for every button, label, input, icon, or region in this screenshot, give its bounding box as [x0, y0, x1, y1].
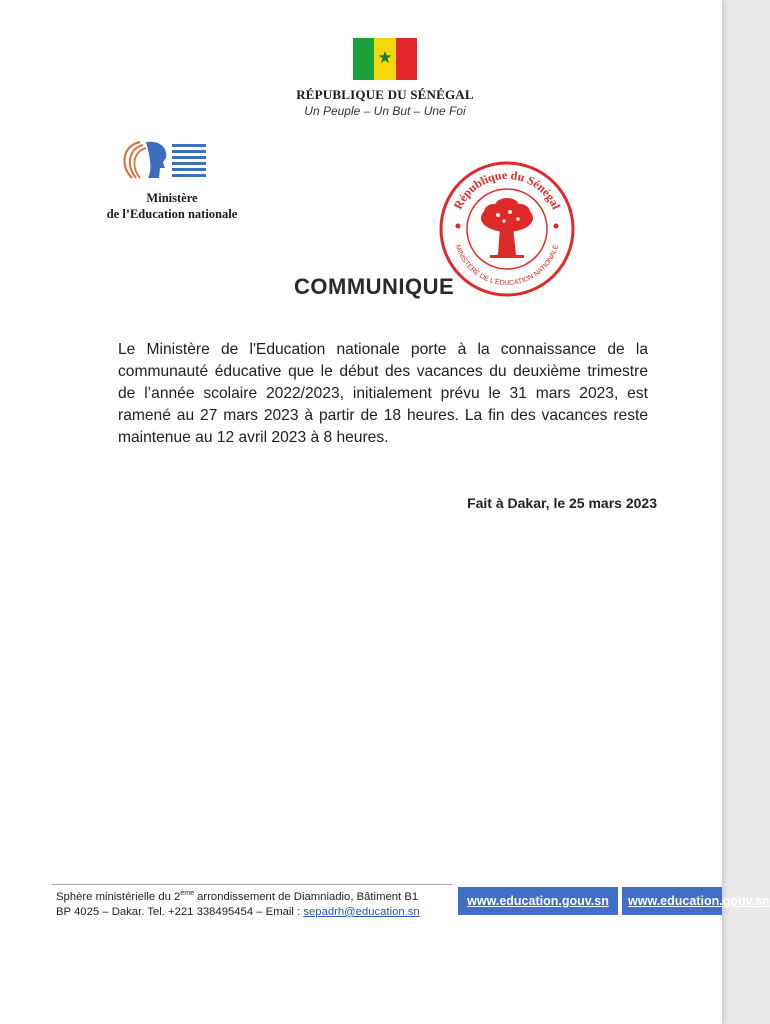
ministry-line-2: de l’Education nationale [106, 207, 238, 221]
footer-address-line-1 [56, 886, 420, 905]
address-part-2: arrondissement de Diamniadio, Bâtiment B1 [193, 890, 419, 903]
signoff-date: Fait à Dakar, le 25 mars 2023 [467, 495, 657, 511]
footer-divider [52, 884, 452, 885]
stamp-bottom-text: MINISTÈRE DE L'ÉDUCATION NATIONALE [453, 243, 561, 288]
address-superscript: ème [180, 890, 194, 897]
senegal-flag-icon [353, 38, 417, 80]
footer-email-link[interactable]: sepadrh@education.sn [303, 905, 420, 918]
website-link-2[interactable]: www.education.gouv.sn [622, 887, 722, 915]
ministry-name [72, 190, 272, 222]
footer-address-line-2 [56, 905, 420, 920]
footer-contact: BP 4025 – Dakar. Tel. +221 338495454 – Email : [56, 905, 304, 918]
address-part-1: Sphère ministérielle du 2 [56, 890, 181, 903]
republic-title: RÉPUBLIQUE DU SÉNÉGAL [296, 87, 474, 102]
official-stamp-icon [438, 160, 576, 298]
ministry-line-1: Ministère [146, 191, 198, 205]
national-motto: Un Peuple – Un But – Une Foi [304, 104, 466, 118]
baobab-tree-icon [481, 198, 533, 258]
communique-body: Le Ministère de l'Education nationale porte à la connaissance de la communauté éducative que le début des vacances du deuxième trimestre de l’année scolaire 2022/2023, initialement prévu le 31 mars 2023, est ramené au 27 mars 2023 à partir de 18 heures. La fin des vacances reste maintenue au 12 avril 2023 à 8 heures. [118, 341, 648, 446]
stamp-top-text: République du Sénégal [450, 167, 564, 212]
website-link-1[interactable]: www.education.gouv.sn [458, 887, 618, 915]
footer-address [56, 886, 420, 920]
document-title: COMMUNIQUE [294, 274, 455, 299]
footer [52, 884, 770, 918]
ministry-logo-icon [118, 138, 208, 186]
star-icon: ★ [377, 48, 393, 67]
